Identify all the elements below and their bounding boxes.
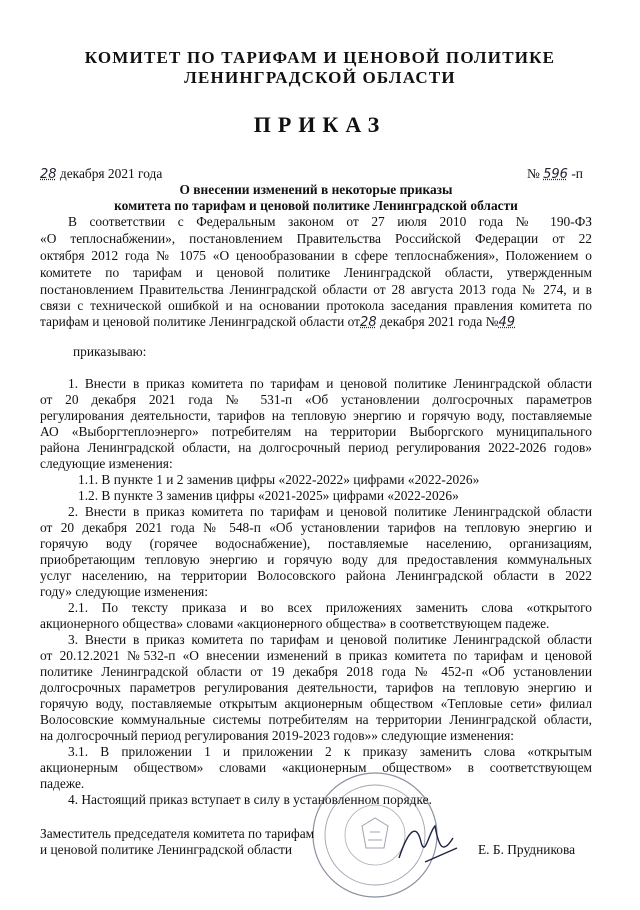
preamble-line: В соответствии с Федеральным законом от 27 июля 2010 года № 190-ФЗ [68,214,592,229]
body-line: падеже. [40,776,85,791]
body-line: АО «Выборгтеплоэнерго» потребителям на территории Выборгского муниципального [40,424,592,439]
committee-name-line2: ЛЕНИНГРАДСКОЙ ОБЛАСТИ [184,68,456,87]
body-line: 2. Внести в приказ комитета по тарифам и ценовой политике Ленинградской области [68,504,592,519]
order-number-value: 596 [543,167,568,182]
preamble-line: постановлением Правительства Ленинградской области от 28 августа 2013 года № 274, и в [40,282,592,297]
protocol-day: 28 [360,315,377,330]
body-line: от 20.12.2021 №532-п «О внесении изменений в приказ комитета по тарифам и ценовой [40,648,592,663]
body-line: Волосовские коммунальные системы потребителям на территории Ленинградской области, [40,712,592,727]
body-line: от 20 декабря 2021 года № 531-п «Об установлении долгосрочных параметров [40,392,592,407]
body-line: долгосрочных параметров регулирования деятельности, тарифов на тепловую энергию и [40,680,592,695]
order-date-day: 28 [40,167,57,182]
committee-name-line1: КОМИТЕТ ПО ТАРИФАМ И ЦЕНОВОЙ ПОЛИТИКЕ [84,48,556,67]
body-line: году» следующие изменения: [40,584,209,599]
body-line: на долгосрочный период регулирования 2019-2023 годов»» следующие изменения: [40,728,514,743]
body-line: регулирования деятельности, тарифов на тепловую энергию и горячую воду, поставляемые [40,408,592,423]
body-line: 3. Внести в приказ комитета по тарифам и ценовой политике Ленинградской области [68,632,592,647]
body-line: 1. Внести в приказ комитета по тарифам и ценовой политике Ленинградской области [68,376,592,391]
preamble-line: «О теплоснабжении», постановлением Правительства Российской Федерации от 22 [40,231,592,246]
order-word: приказываю: [73,344,147,359]
preamble-last-line [40,314,592,330]
body-line: приобретающим тепловую энергию и горячую воду для предоставления коммунальных [40,552,592,567]
preamble-line: октября 2012 года № 1075 «О ценообразовании в сфере теплоснабжения», Положением о [40,248,592,263]
body-line: горячую воду (горячее водоснабжение), поставляемые населению, организациям, [40,536,592,551]
body-line: 3.1. В приложении 1 и приложении 2 к приказу заменить слова «открытым [68,744,592,759]
order-number-prefix: № [527,166,540,181]
signatory-position-line1: Заместитель председателя комитета по тарифам [40,826,315,841]
body-line: следующие изменения: [40,456,173,471]
protocol-number: 49 [498,315,515,330]
body-line: услуг населению, на территории Волосовского района Ленинградской области в 2022 [40,568,592,583]
order-date-rest: декабря 2021 года [59,166,163,181]
preamble-line: комитете по тарифам и ценовой политике Ленинградской области, утвержденным [40,265,592,280]
order-title-line2: комитета по тарифам и ценовой политике Ленинградской области [114,198,518,213]
preamble-last-mid: декабря 2021 года № [379,314,499,329]
signatory-name: Е. Б. Прудникова [478,842,576,857]
body-subitem: 1.2. В пункте 3 заменив цифры «2021-2025» цифрами «2022-2026» [78,488,459,503]
body-line: от 20 декабря 2021 года № 548-п «Об установлении тарифов на тепловую энергию и [40,520,592,535]
order-date [40,166,162,182]
body-line: 4. Настоящий приказ вступает в силу в установленном порядке. [68,792,432,807]
body-subitem: 1.1. В пункте 1 и 2 заменив цифры «2022-2022» цифрами «2022-2026» [78,472,480,487]
body-line: района Ленинградской области, на долгосрочный период регулирования 2022-2026 годов» [40,440,592,455]
signature-icon [395,818,465,868]
order-number-suffix: -п [571,166,583,181]
document-type-title: ПРИКАЗ [253,112,387,137]
order-title-line1: О внесении изменений в некоторые приказы [179,182,453,197]
body-line: 2.1. По тексту приказа и во всех приложениях заменить слова «открытого [68,600,592,615]
body-line: акционерным обществом» словами «акционерным обществом» в соответствующем [40,760,592,775]
order-number [527,166,583,182]
signatory-position-line2: и ценовой политике Ленинградской области [40,842,293,857]
body-line: политике Ленинградской области от 19 декабря 2018 года № 452-п «Об установлении [40,664,592,679]
preamble-last-text: тарифам и ценовой политике Ленинградской области от [40,314,361,329]
preamble-line: связи с технической ошибкой и на основании протокола заседания правления комитета по [40,298,592,313]
body-line: акционерного общества» словами «акционерного общества» в соответствующем падеже. [40,616,550,631]
body-line: горячую воду, поставляемые открытым акционерным обществом «Тепловые сети» филиал [40,696,592,711]
